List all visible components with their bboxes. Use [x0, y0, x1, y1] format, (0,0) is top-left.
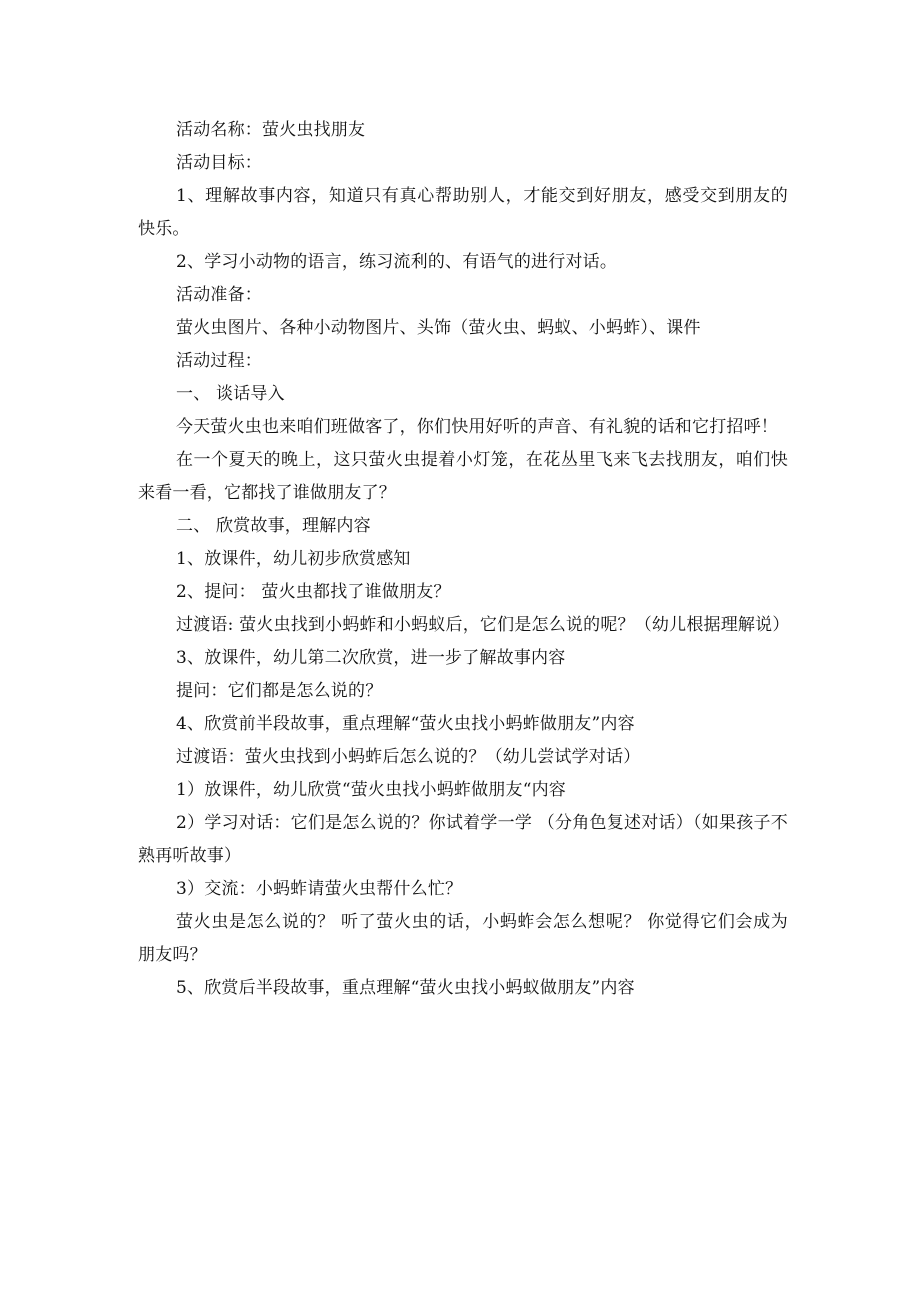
section-1-heading: 一、 谈话导入 [176, 384, 285, 404]
step-item: 5、欣赏后半段故事，重点理解“萤火虫找小蚂蚁做朋友”内容 [176, 978, 635, 998]
goals-heading: 活动目标： [176, 153, 262, 173]
step-item: 4、欣赏前半段故事，重点理解“萤火虫找小蚂蚱做朋友”内容 [176, 714, 635, 734]
preparation-heading: 活动准备： [176, 285, 262, 305]
paragraph: 今天萤火虫也来咱们班做客了，你们快用好听的声音、有礼貌的话和它打招呼！ [176, 417, 778, 437]
section-2-heading: 二、 欣赏故事，理解内容 [176, 516, 371, 536]
goal-1: 1、理解故事内容，知道只有真心帮助别人，才能交到好朋友，感受交到朋友的快乐。 [138, 186, 788, 239]
document-body [138, 114, 788, 1005]
process-heading: 活动过程： [176, 351, 262, 371]
paragraph: 萤火虫是怎么说的？ 听了萤火虫的话，小蚂蚱会怎么想呢？ 你觉得它们会成为朋友吗？ [138, 912, 788, 965]
paragraph: 提问：它们都是怎么说的？ [176, 681, 383, 701]
step-item: 2、提问： 萤火虫都找了谁做朋友？ [176, 582, 451, 602]
paragraph: 过渡语：萤火虫找到小蚂蚱后怎么说的？（幼儿尝试学对话） [176, 747, 641, 767]
sub-step-item: 1）放课件，幼儿欣赏“萤火虫找小蚂蚱做朋友“内容 [176, 780, 566, 800]
sub-step-item: 3）交流：小蚂蚱请萤火虫帮什么忙？ [176, 879, 463, 899]
paragraph: 过渡语: 萤火虫找到小蚂蚱和小蚂蚁后，它们是怎么说的呢？（幼儿根据理解说） [176, 615, 790, 635]
goal-2: 2、学习小动物的语言，练习流利的、有语气的进行对话。 [176, 252, 618, 272]
step-item: 3、放课件，幼儿第二次欣赏，进一步了解故事内容 [176, 648, 566, 668]
preparation-items: 萤火虫图片、各种小动物图片、头饰（萤火虫、蚂蚁、小蚂蚱）、课件 [176, 318, 701, 338]
activity-name: 活动名称：萤火虫找朋友 [176, 120, 366, 140]
paragraph: 在一个夏天的晚上，这只萤火虫提着小灯笼，在花丛里飞来飞去找朋友，咱们快来看一看，它都找了谁做朋友了？ [138, 450, 788, 503]
sub-step-item: 2）学习对话：它们是怎么说的？你试着学一学 （分角色复述对话）（如果孩子不熟再听故事） [138, 813, 788, 866]
step-item: 1、放课件，幼儿初步欣赏感知 [176, 549, 411, 569]
